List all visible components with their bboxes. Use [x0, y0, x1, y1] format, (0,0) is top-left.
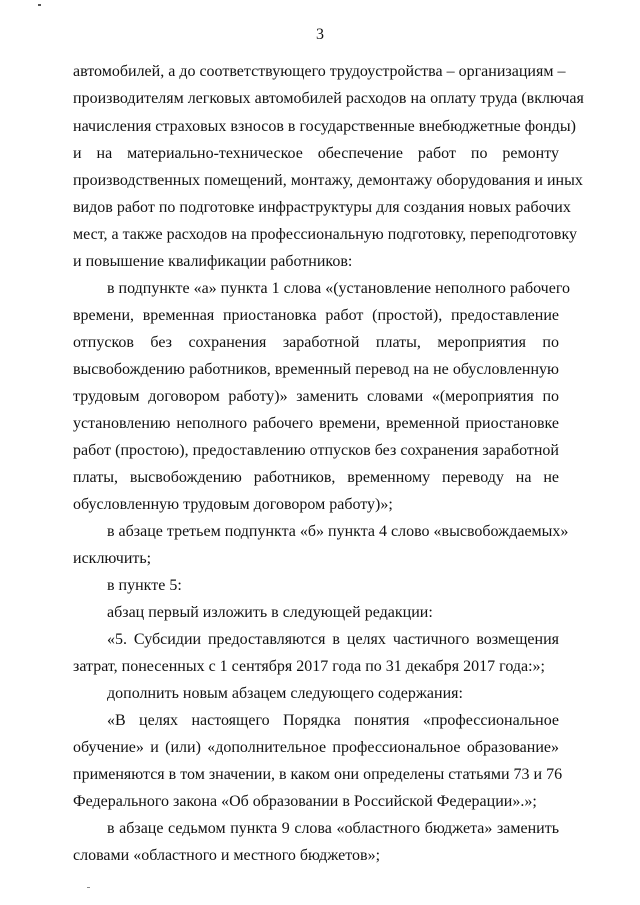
text-line: производственных помещений, монтажу, демонтажу оборудования и иных: [73, 172, 583, 189]
text-line: Федерального закона «Об образовании в Российской Федерации».»;: [73, 793, 537, 810]
scan-mark: [87, 887, 90, 888]
text-line: производителям легковых автомобилей расходов на оплату труда (включая: [73, 90, 584, 107]
scan-mark: [38, 4, 41, 6]
text-line: в абзаце седьмом пункта 9 слова «областного бюджета» заменить: [107, 820, 559, 837]
text-line: мест, а также расходов на профессиональную подготовку, переподготовку: [73, 226, 578, 243]
text-line: применяются в том значении, в каком они определены статьями 73 и 76: [73, 766, 563, 783]
text-line: отпусков без сохранения заработной платы, мероприятия по: [73, 334, 559, 351]
text-line: затрат, понесенных с 1 сентября 2017 года по 31 декабря 2017 года:»;: [73, 658, 545, 675]
text-line: дополнить новым абзацем следующего содержания:: [107, 685, 463, 702]
text-line: и на материально-техническое обеспечение работ по ремонту: [73, 145, 559, 162]
text-line: установлению неполного рабочего времени, временной приостановке: [73, 415, 559, 432]
text-line: и повышение квалификации работников:: [73, 253, 353, 270]
text-line: видов работ по подготовке инфраструктуры для создания новых рабочих: [73, 199, 571, 216]
text-line: исключить;: [73, 550, 152, 567]
text-line: абзац первый изложить в следующей редакции:: [107, 604, 433, 621]
text-line: в абзаце третьем подпункта «б» пункта 4 слово «высвобождаемых»: [107, 523, 569, 540]
text-line: обучение» и (или) «дополнительное профессиональное образование»: [73, 739, 559, 756]
text-line: «В целях настоящего Порядка понятия «профессиональное: [107, 712, 559, 729]
text-line: трудовым договором работу)» заменить словами «(мероприятия по: [73, 388, 559, 405]
text-line: высвобождению работников, временный перевод на не обусловленную: [73, 361, 559, 378]
text-line: «5. Субсидии предоставляются в целях частичного возмещения: [107, 631, 559, 648]
text-line: работ (простою), предоставлению отпусков без сохранения заработной: [73, 442, 559, 459]
text-line: времени, временная приостановка работ (простой), предоставление: [73, 307, 559, 324]
page-number: 3: [316, 26, 324, 43]
text-line: платы, высвобождению работников, временному переводу на не: [73, 469, 559, 486]
text-line: словами «областного и местного бюджетов»;: [73, 847, 381, 864]
text-line: обусловленную трудовым договором работу)»;: [73, 496, 393, 513]
text-line: в пункте 5:: [107, 577, 182, 594]
text-line: в подпункте «а» пункта 1 слова «(установление неполного рабочего: [107, 280, 570, 297]
text-line: автомобилей, а до соответствующего трудоустройства – организациям –: [73, 63, 566, 80]
text-line: начисления страховых взносов в государственные внебюджетные фонды): [73, 118, 576, 135]
